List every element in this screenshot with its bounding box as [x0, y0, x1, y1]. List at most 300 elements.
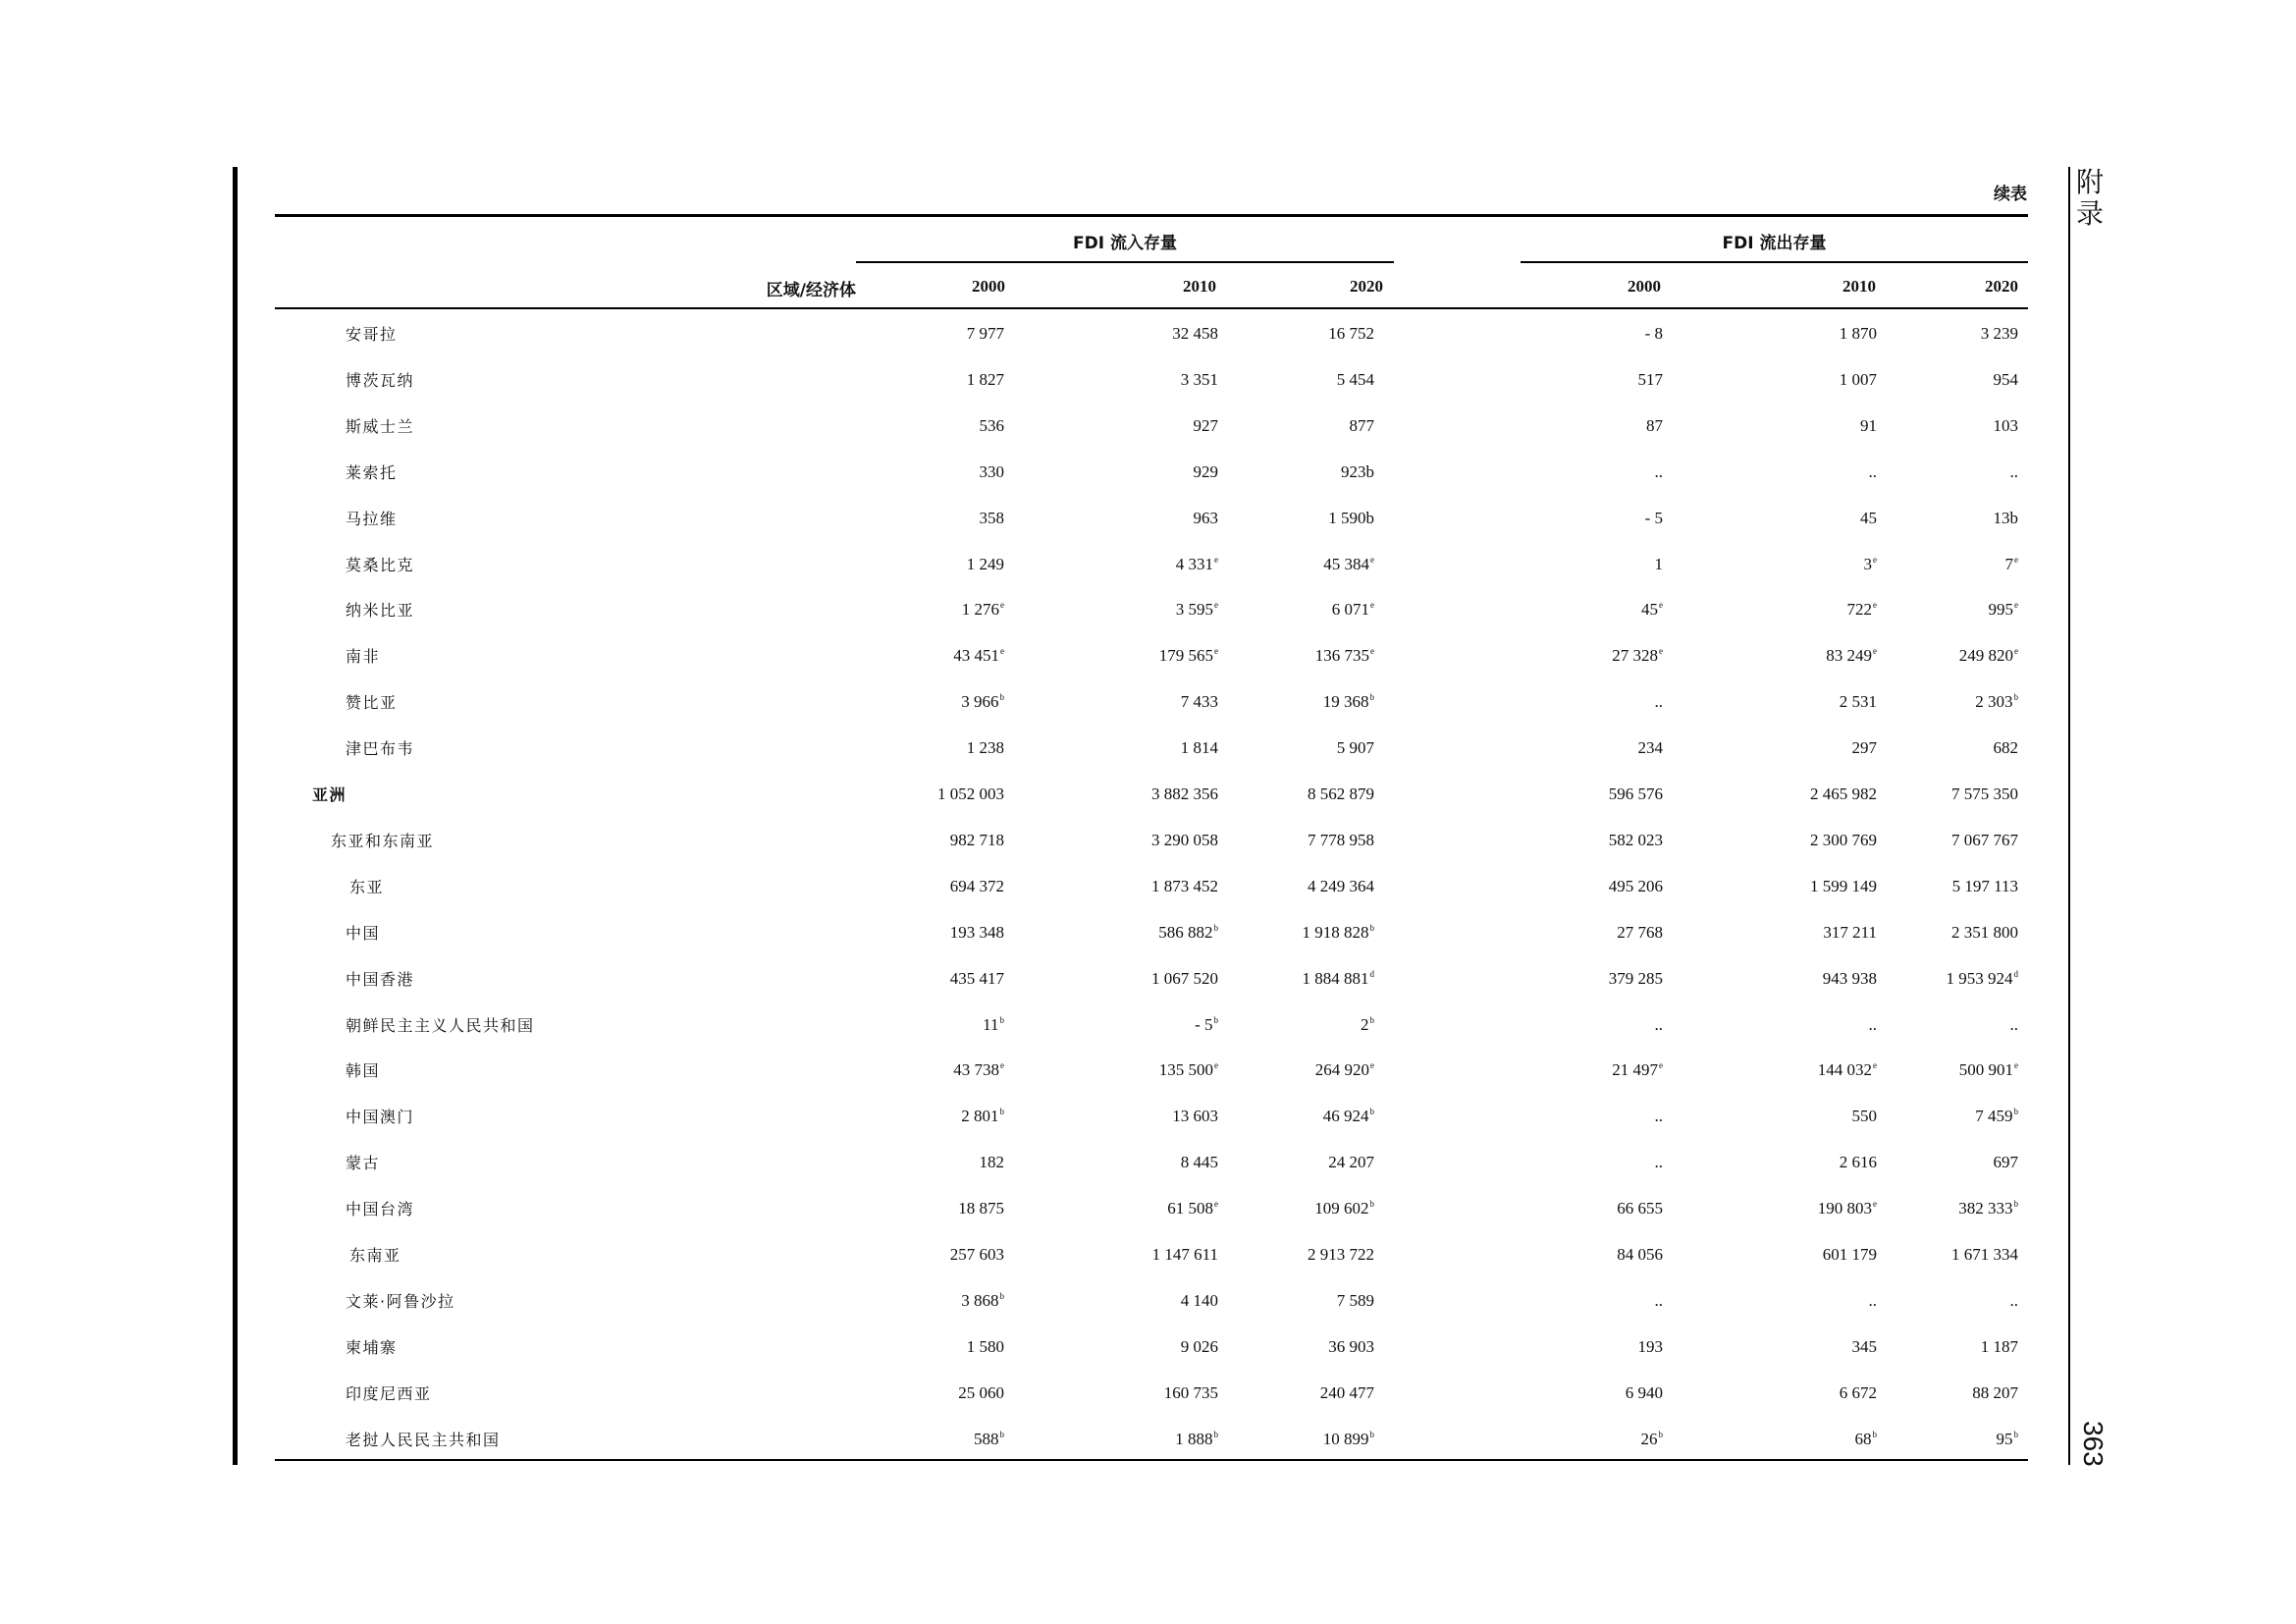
value-number: 536: [979, 416, 1004, 435]
value-number: 601 179: [1822, 1245, 1877, 1264]
value-number: 1 187: [1980, 1337, 2018, 1356]
value-cell: [1951, 785, 2018, 804]
footnote-mark: e: [1000, 600, 1004, 610]
value-number: 27 768: [1617, 923, 1663, 942]
value-cell: [1655, 1153, 1664, 1172]
value-number: ..: [1654, 1291, 1663, 1310]
value-number: 1 276: [961, 600, 999, 619]
table-row: [275, 460, 2028, 492]
value-cell: [962, 600, 1004, 620]
value-cell: [961, 1107, 1004, 1126]
table-top-rule: [275, 214, 2028, 217]
value-cell: [1158, 923, 1218, 943]
value-cell: [1823, 1245, 1877, 1265]
value-number: 7 575 350: [1951, 785, 2018, 803]
row-label: 中国澳门: [346, 1108, 415, 1126]
value-number: 16 752: [1328, 324, 1374, 343]
value-cell: [1975, 1107, 2018, 1126]
value-cell: [1323, 555, 1374, 574]
value-cell: [980, 416, 1005, 436]
table-row: [275, 690, 2028, 722]
value-cell: [1308, 831, 1374, 850]
value-number: 21 497: [1612, 1060, 1658, 1079]
value-cell: [953, 1060, 1004, 1080]
value-cell: [1328, 1153, 1374, 1172]
table-row: [275, 598, 2028, 629]
value-cell: [1361, 1015, 1374, 1035]
footnote-mark: e: [1214, 600, 1218, 610]
value-number: 954: [1993, 370, 2018, 389]
footnote-mark: b: [2013, 1430, 2018, 1439]
value-number: 1 238: [966, 738, 1004, 757]
value-cell: [1645, 509, 1663, 528]
value-cell: [1609, 831, 1663, 850]
table-row: [275, 414, 2028, 446]
value-cell: [1609, 785, 1663, 804]
value-number: 257 603: [949, 1245, 1004, 1264]
value-cell: [1323, 1107, 1374, 1126]
value-cell: [1847, 600, 1878, 620]
table-row: [275, 1428, 2028, 1459]
value-number: 3 351: [1180, 370, 1218, 389]
side-margin-rule: [2068, 167, 2070, 1465]
value-cell: [1609, 969, 1663, 989]
value-cell: [1332, 600, 1374, 620]
value-number: 5 197 113: [1951, 877, 2018, 895]
footnote-mark: b: [1369, 1015, 1374, 1025]
value-cell: [1626, 1383, 1663, 1403]
value-cell: [1852, 1337, 1878, 1357]
row-label: 莱索托: [346, 463, 398, 482]
footnote-mark: e: [2014, 555, 2018, 565]
value-number: 66 655: [1617, 1199, 1663, 1218]
value-number: 5 907: [1336, 738, 1374, 757]
value-cell: [967, 555, 1004, 574]
value-cell: [1328, 324, 1374, 344]
value-number: 32 458: [1172, 324, 1218, 343]
footnote-mark: b: [999, 1291, 1004, 1301]
value-cell: [1818, 1199, 1877, 1218]
value-cell: [950, 969, 1004, 989]
value-number: 582 023: [1608, 831, 1663, 849]
value-number: 963: [1193, 509, 1218, 527]
value-number: 8 562 879: [1308, 785, 1374, 803]
value-cell: [1951, 923, 2018, 943]
row-label: 印度尼西亚: [346, 1384, 432, 1403]
row-label: 东南亚: [349, 1246, 401, 1265]
value-cell: [1328, 1337, 1374, 1357]
value-number: 1 873 452: [1151, 877, 1218, 895]
value-number: 6 071: [1331, 600, 1369, 619]
footnote-mark: e: [1000, 1060, 1004, 1070]
footnote-mark: b: [1213, 1430, 1218, 1439]
outward-group-rule: [1521, 261, 2028, 263]
table-row: [275, 783, 2028, 814]
value-cell: [1320, 1383, 1374, 1403]
value-cell: [1308, 1245, 1374, 1265]
row-label: 文莱·阿鲁沙拉: [346, 1292, 455, 1311]
value-number: 7: [2004, 555, 2013, 573]
value-cell: [1303, 923, 1375, 943]
value-number: 345: [1851, 1337, 1877, 1356]
value-number: 36 903: [1328, 1337, 1374, 1356]
value-cell: [1337, 1291, 1374, 1311]
value-cell: [1994, 370, 2019, 390]
value-cell: [980, 509, 1005, 528]
table-row: [275, 1381, 2028, 1413]
footnote-mark: b: [999, 692, 1004, 702]
value-cell: [1617, 923, 1663, 943]
value-cell: [1638, 370, 1664, 390]
footnote-mark: e: [1873, 555, 1877, 565]
value-cell: [1655, 1015, 1664, 1035]
value-number: 4 249 364: [1308, 877, 1374, 895]
value-number: 24 207: [1328, 1153, 1374, 1171]
value-number: 1: [1654, 555, 1663, 573]
value-cell: [1840, 370, 1877, 390]
value-number: 109 602: [1314, 1199, 1369, 1218]
row-label: 莫桑比克: [346, 556, 415, 574]
row-label: 赞比亚: [346, 693, 398, 712]
value-cell: [1152, 1245, 1218, 1265]
row-label: 东亚: [349, 878, 385, 896]
value-number: 46 924: [1322, 1107, 1369, 1125]
value-cell: [937, 785, 1004, 804]
value-number: 1 888: [1175, 1430, 1213, 1448]
value-cell: [1994, 738, 2019, 758]
value-number: 1 814: [1180, 738, 1218, 757]
value-cell: [1641, 1430, 1664, 1449]
table-row: [275, 875, 2028, 906]
value-number: 2 616: [1839, 1153, 1877, 1171]
value-cell: [2010, 1291, 2019, 1311]
value-cell: [1175, 1430, 1218, 1449]
value-cell: [1947, 969, 2019, 989]
footnote-mark: e: [1370, 1060, 1374, 1070]
value-number: 43 451: [953, 646, 999, 665]
footnote-mark: b: [1369, 1199, 1374, 1209]
value-number: 3: [1863, 555, 1872, 573]
value-cell: [1869, 1291, 1878, 1311]
value-number: 1 671 334: [1951, 1245, 2018, 1264]
value-number: ..: [1654, 692, 1663, 711]
value-number: 927: [1193, 416, 1218, 435]
value-number: 7 589: [1336, 1291, 1374, 1310]
value-number: 179 565: [1158, 646, 1213, 665]
year-column-header: 2010: [1183, 277, 1216, 296]
value-cell: [1181, 1153, 1218, 1172]
value-cell: [1959, 1060, 2018, 1080]
value-number: 68: [1854, 1430, 1872, 1448]
footnote-mark: b: [2013, 692, 2018, 702]
value-cell: [974, 1430, 1004, 1449]
value-number: 190 803: [1817, 1199, 1872, 1218]
year-column-header: 2010: [1842, 277, 1876, 296]
value-number: 7 977: [966, 324, 1004, 343]
value-number: 7 433: [1180, 692, 1218, 711]
footnote-mark: e: [2014, 646, 2018, 656]
value-cell: [1646, 416, 1663, 436]
value-number: 95: [1996, 1430, 2013, 1448]
value-number: 136 735: [1314, 646, 1369, 665]
footnote-mark: b: [1369, 1430, 1374, 1439]
table-row: [275, 967, 2028, 999]
table-row: [275, 644, 2028, 676]
row-label: 东亚和东南亚: [331, 832, 435, 850]
value-number: 182: [979, 1153, 1004, 1171]
value-number: 8 445: [1180, 1153, 1218, 1171]
value-cell: [1994, 1153, 2019, 1172]
value-number: 358: [979, 509, 1004, 527]
table-bottom-rule: [275, 1459, 2028, 1461]
value-number: 517: [1637, 370, 1663, 389]
value-cell: [1818, 1060, 1877, 1080]
value-number: 694 372: [949, 877, 1004, 895]
value-cell: [980, 1153, 1005, 1172]
value-cell: [1151, 969, 1218, 989]
footnote-mark: e: [1214, 646, 1218, 656]
value-number: 2 913 722: [1308, 1245, 1374, 1264]
value-number: 1 067 520: [1151, 969, 1218, 988]
value-number: 1 599 149: [1810, 877, 1877, 895]
value-number: 550: [1851, 1107, 1877, 1125]
footnote-mark: e: [1370, 600, 1374, 610]
value-number: 435 417: [949, 969, 1004, 988]
region-column-header: 区域/经济体: [766, 281, 856, 300]
value-number: 3 239: [1980, 324, 2018, 343]
value-number: 697: [1993, 1153, 2018, 1171]
value-cell: [1994, 509, 2019, 528]
table-row: [275, 1335, 2028, 1367]
value-cell: [1612, 1060, 1663, 1080]
value-cell: [1176, 600, 1218, 620]
table-row: [275, 1289, 2028, 1321]
value-cell: [1823, 969, 1877, 989]
value-cell: [1151, 831, 1218, 850]
table-row: [275, 553, 2028, 584]
row-label: 蒙古: [346, 1154, 381, 1172]
value-number: 7 459: [1975, 1107, 2013, 1125]
value-cell: [1655, 555, 1664, 574]
value-number: ..: [2009, 462, 2018, 481]
row-label: 中国台湾: [346, 1200, 415, 1218]
table-row: [275, 1243, 2028, 1274]
value-cell: [1951, 1245, 2018, 1265]
footnote-mark: e: [1659, 600, 1663, 610]
table-row: [275, 829, 2028, 860]
value-cell: [1852, 1107, 1878, 1126]
value-number: 234: [1637, 738, 1663, 757]
value-cell: [1952, 877, 2018, 896]
value-cell: [1194, 462, 1219, 482]
value-cell: [967, 738, 1004, 758]
value-number: 2 303: [1975, 692, 2013, 711]
inward-group-rule: [856, 261, 1394, 263]
value-cell: [961, 1291, 1004, 1311]
page-number: 363: [2078, 1420, 2109, 1467]
appendix-side-title: [2073, 167, 2107, 230]
value-number: 18 875: [958, 1199, 1004, 1218]
value-cell: [1823, 923, 1877, 943]
footnote-mark: e: [1873, 1060, 1877, 1070]
table-row: [275, 368, 2028, 400]
row-label: 韩国: [346, 1061, 381, 1080]
continued-label: 续表: [1994, 185, 2027, 204]
value-cell: [1181, 1291, 1218, 1311]
value-number: 13 603: [1172, 1107, 1218, 1125]
value-number: ..: [2009, 1291, 2018, 1310]
value-number: 3 868: [961, 1291, 999, 1310]
value-number: 500 901: [1958, 1060, 2013, 1079]
value-number: 495 206: [1608, 877, 1663, 895]
value-number: 382 333: [1958, 1199, 2013, 1218]
footnote-mark: e: [1659, 1060, 1663, 1070]
value-number: 877: [1349, 416, 1374, 435]
value-cell: [1314, 1199, 1374, 1218]
row-label: 津巴布韦: [346, 739, 415, 758]
value-number: - 5: [1195, 1015, 1213, 1034]
value-number: 1 007: [1839, 370, 1877, 389]
value-number: 2 465 982: [1810, 785, 1877, 803]
footnote-mark: b: [1369, 1107, 1374, 1116]
value-cell: [958, 1383, 1004, 1403]
value-number: ..: [1654, 1107, 1663, 1125]
value-cell: [1167, 1199, 1218, 1218]
value-number: 87: [1646, 416, 1663, 435]
value-number: 3 290 058: [1151, 831, 1218, 849]
footnote-mark: e: [1873, 646, 1877, 656]
footnote-mark: e: [2014, 1060, 2018, 1070]
value-cell: [1869, 1015, 1878, 1035]
footnote-mark: b: [999, 1107, 1004, 1116]
footnote-mark: b: [1872, 1430, 1877, 1439]
year-column-header: 2020: [1985, 277, 2018, 296]
value-cell: [1655, 1291, 1664, 1311]
value-number: 923b: [1341, 462, 1374, 481]
value-number: ..: [1654, 1153, 1663, 1171]
value-cell: [1810, 831, 1877, 850]
year-column-header: 2000: [972, 277, 1005, 296]
value-cell: [1195, 1015, 1218, 1035]
value-number: 84 056: [1617, 1245, 1663, 1264]
value-cell: [950, 877, 1004, 896]
footnote-mark: e: [2014, 600, 2018, 610]
value-number: 45: [1860, 509, 1877, 527]
table-row: [275, 1058, 2028, 1090]
value-cell: [1609, 877, 1663, 896]
value-number: 1 052 003: [937, 785, 1004, 803]
value-cell: [1181, 1337, 1218, 1357]
value-number: 2 300 769: [1810, 831, 1877, 849]
row-label: 安哥拉: [346, 325, 398, 344]
value-number: - 8: [1644, 324, 1663, 343]
footnote-mark: e: [1214, 1060, 1218, 1070]
value-number: 6 940: [1625, 1383, 1663, 1402]
footnote-mark: e: [1000, 646, 1004, 656]
value-cell: [950, 831, 1004, 850]
row-label: 纳米比亚: [346, 601, 415, 620]
row-label: 中国: [346, 924, 381, 943]
footnote-mark: e: [1214, 555, 1218, 565]
value-number: 682: [1993, 738, 2018, 757]
value-cell: [967, 1337, 1004, 1357]
value-number: 144 032: [1817, 1060, 1872, 1079]
value-number: 379 285: [1608, 969, 1663, 988]
value-cell: [1958, 1199, 2018, 1218]
value-cell: [1869, 462, 1878, 482]
footnote-mark: e: [1370, 555, 1374, 565]
footnote-mark: b: [2013, 1199, 2018, 1209]
value-cell: [1981, 324, 2018, 344]
value-number: 249 820: [1958, 646, 2013, 665]
table-row: [275, 736, 2028, 768]
value-cell: [1840, 324, 1877, 344]
footnote-mark: b: [999, 1430, 1004, 1439]
value-number: 45 384: [1323, 555, 1369, 573]
side-title-char: 录: [2075, 197, 2104, 230]
value-number: 943 938: [1822, 969, 1877, 988]
value-cell: [1337, 370, 1374, 390]
value-cell: [1172, 324, 1218, 344]
value-number: 1 870: [1839, 324, 1877, 343]
value-cell: [1864, 555, 1878, 574]
year-column-header: 2000: [1628, 277, 1661, 296]
value-cell: [1323, 692, 1374, 712]
year-column-header: 2020: [1350, 277, 1383, 296]
value-cell: [1617, 1245, 1663, 1265]
value-cell: [1655, 692, 1664, 712]
value-cell: [1638, 1337, 1664, 1357]
value-number: ..: [1868, 462, 1877, 481]
value-number: 83 249: [1826, 646, 1872, 665]
value-cell: [1959, 646, 2018, 666]
value-cell: [1840, 1383, 1877, 1403]
row-label: 朝鲜民主主义人民共和国: [346, 1016, 535, 1035]
value-cell: [1181, 738, 1218, 758]
value-cell: [1840, 1153, 1877, 1172]
value-number: 2 801: [961, 1107, 999, 1125]
value-cell: [1315, 646, 1374, 666]
value-number: 4 331: [1175, 555, 1213, 573]
footnote-mark: e: [1873, 600, 1877, 610]
value-cell: [1855, 1430, 1878, 1449]
value-cell: [967, 370, 1004, 390]
value-number: 13b: [1993, 509, 2018, 527]
side-title-char: 附: [2075, 166, 2104, 198]
value-cell: [1810, 785, 1877, 804]
value-cell: [1994, 416, 2019, 436]
value-number: ..: [2009, 1015, 2018, 1034]
value-cell: [1860, 416, 1877, 436]
value-cell: [1638, 738, 1664, 758]
value-cell: [1655, 462, 1664, 482]
value-cell: [953, 646, 1004, 666]
value-cell: [1951, 831, 2018, 850]
table-row: [275, 1197, 2028, 1228]
value-cell: [1159, 1060, 1218, 1080]
value-cell: [1151, 785, 1218, 804]
value-number: 2 351 800: [1951, 923, 2018, 942]
value-number: 10 899: [1322, 1430, 1369, 1448]
value-cell: [1308, 877, 1374, 896]
value-number: 45: [1641, 600, 1658, 619]
value-cell: [1350, 416, 1375, 436]
value-cell: [950, 923, 1004, 943]
value-cell: [1840, 692, 1877, 712]
value-number: 26: [1640, 1430, 1658, 1448]
value-number: 9 026: [1180, 1337, 1218, 1356]
value-number: 27 328: [1612, 646, 1658, 665]
